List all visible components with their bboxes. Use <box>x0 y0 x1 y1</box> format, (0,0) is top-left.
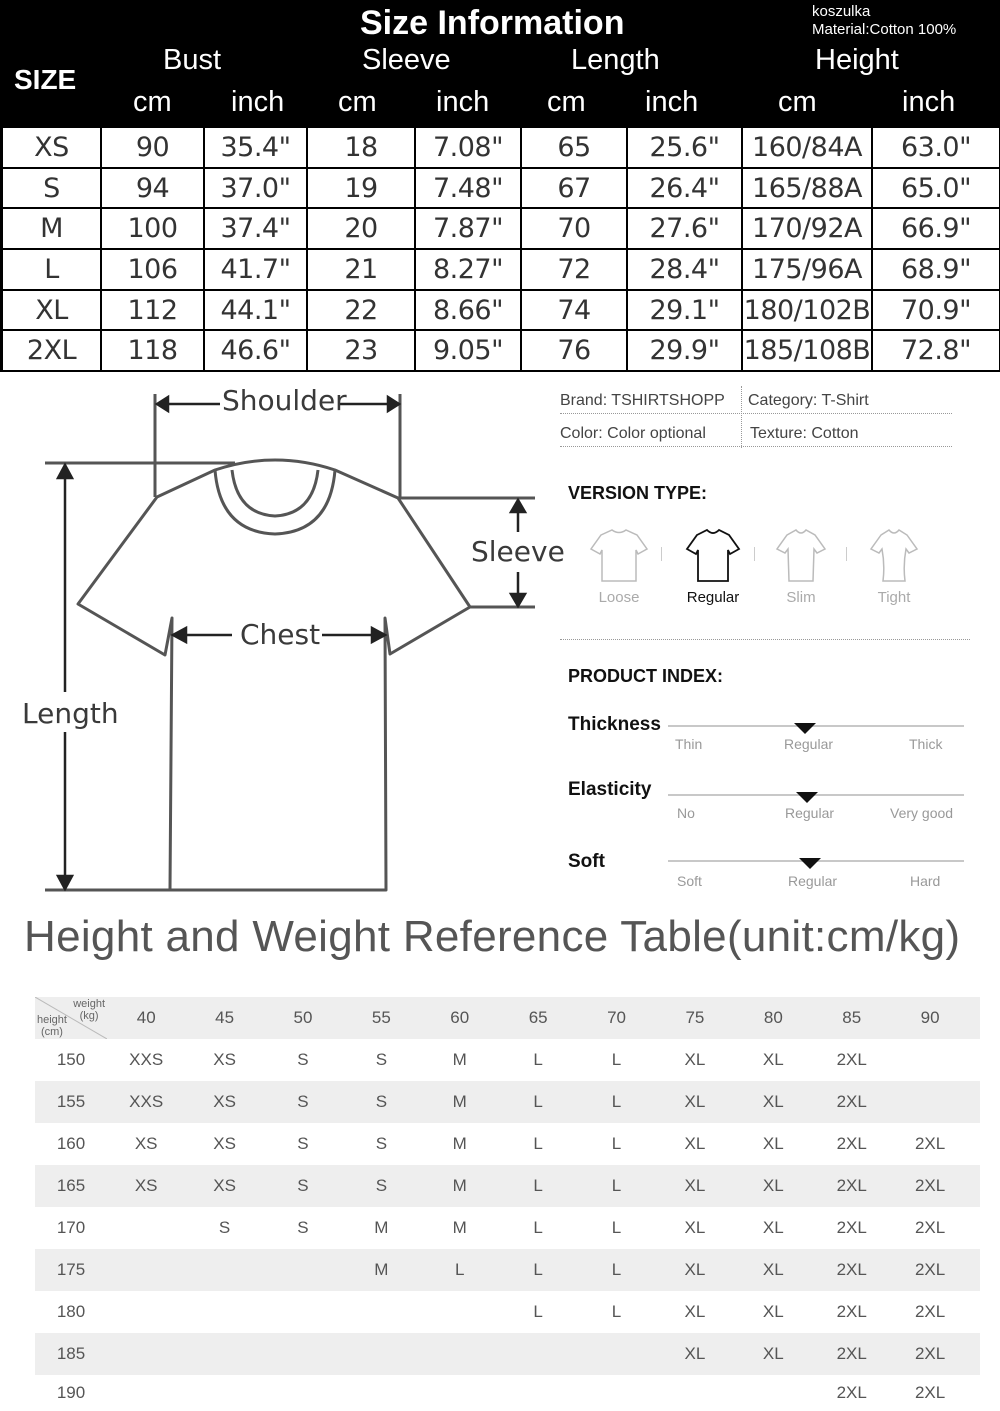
version-tight-label: Tight <box>877 589 911 606</box>
size-value-cell: 29.1" <box>628 291 741 330</box>
size-value-cell: 100 <box>102 209 203 248</box>
size-value-cell: 65.0" <box>873 169 999 208</box>
size-cell: 2XL <box>914 1383 946 1402</box>
size-cell: S <box>375 1092 388 1111</box>
brand-name: koszulka <box>812 3 871 20</box>
size-cell: 2XL <box>836 1176 867 1195</box>
size-value-cell: 63.0" <box>873 128 999 167</box>
size-cell: XS <box>213 1176 236 1195</box>
size-cell: S <box>297 1092 309 1111</box>
tshirt-measurement-diagram <box>0 372 565 900</box>
size-value-cell: 18 <box>308 128 414 167</box>
size-cell: 2XL <box>836 1383 867 1402</box>
size-cell: L <box>611 1092 622 1111</box>
texture-info <box>750 425 859 443</box>
soft-slider <box>668 860 964 862</box>
size-cell: M <box>452 1218 467 1237</box>
brand-info <box>560 392 725 410</box>
material-text: Material:Cotton 100% <box>812 21 957 38</box>
height-cell: 155 <box>56 1092 86 1111</box>
tshirt-regular-icon <box>683 525 743 585</box>
size-value-cell: 37.4" <box>205 209 306 248</box>
size-cell: L <box>533 1176 543 1195</box>
size-cell: S <box>297 1218 309 1237</box>
tshirt-loose-icon <box>589 525 649 585</box>
size-value-cell: 28.4" <box>628 250 741 289</box>
size-cell: S <box>297 1134 309 1153</box>
divider <box>846 547 847 561</box>
size-value-cell: 41.7" <box>205 250 306 289</box>
elasticity-option: No <box>677 805 695 821</box>
weight-header-cell: 60 <box>450 1008 470 1027</box>
elasticity-option: Regular <box>785 805 835 821</box>
size-cell: XL <box>762 1134 784 1153</box>
size-cell: XS <box>134 1134 158 1153</box>
unit-header: cm <box>338 86 377 118</box>
size-value-cell: 165/88A <box>743 169 871 208</box>
size-cell: XL <box>762 1344 784 1363</box>
elasticity-option: Very good <box>890 805 954 821</box>
size-value-cell: 106 <box>102 250 203 289</box>
brand-label: Brand: <box>560 392 608 409</box>
table-row <box>35 1333 980 1375</box>
weight-header-cell: 70 <box>607 1008 626 1027</box>
size-cell: 2XL <box>914 1134 946 1153</box>
size-cell: 2XL <box>836 1260 867 1279</box>
height-cell: 180 <box>56 1302 86 1321</box>
size-cell: L <box>533 1260 543 1279</box>
weight-header-cell: 50 <box>293 1008 313 1027</box>
size-value-cell: 185/108B <box>743 331 871 370</box>
size-cell: 2XL <box>836 1344 867 1363</box>
size-cell: M <box>452 1092 467 1111</box>
size-cell: XL <box>762 1218 784 1237</box>
size-cell: XL <box>762 1176 784 1195</box>
divider <box>754 547 755 561</box>
size-cell: XS <box>213 1134 236 1153</box>
size-value-cell: 46.6" <box>205 331 306 370</box>
size-value-cell: 8.66" <box>416 291 520 330</box>
size-value-cell: 25.6" <box>628 128 741 167</box>
weight-header-cell: 75 <box>685 1008 705 1027</box>
soft-option: Hard <box>910 873 941 889</box>
height-cell: 160 <box>56 1134 86 1153</box>
divider <box>560 639 970 640</box>
thickness-option: Thin <box>675 736 703 752</box>
elasticity-marker-icon <box>796 792 818 803</box>
chest-label: Chest <box>240 618 321 651</box>
length-label: Length <box>22 697 119 730</box>
unit-header: cm <box>778 86 817 118</box>
unit-header: inch <box>645 86 699 118</box>
size-value-cell: 44.1" <box>205 291 306 330</box>
size-cell: M <box>374 1260 389 1279</box>
size-value-cell: 76 <box>522 331 626 370</box>
thickness-option: Thick <box>909 736 943 752</box>
size-value-cell: 175/96A <box>743 250 871 289</box>
size-cell: S <box>218 1218 231 1237</box>
height-weight-title: Height and Weight Reference Table(unit:cm/kg) <box>24 912 961 961</box>
tshirt-slim-icon <box>771 525 831 585</box>
size-cell: 2XL <box>836 1134 867 1153</box>
divider <box>661 547 662 561</box>
weight-header-cell: 45 <box>215 1008 235 1027</box>
size-cell: XXS <box>129 1050 164 1069</box>
version-regular-label: Regular <box>686 589 740 606</box>
weight-axis-label: weight (kg) <box>73 998 105 1022</box>
size-cell: XXS <box>129 1092 164 1111</box>
height-cell: 170 <box>56 1218 86 1237</box>
divider <box>560 446 952 447</box>
color-info <box>560 425 706 443</box>
size-label-cell: XL <box>3 291 100 330</box>
soft-label: Soft <box>568 851 605 872</box>
unit-header: cm <box>547 86 586 118</box>
size-value-cell: 26.4" <box>628 169 741 208</box>
hw-corner-cell <box>35 997 107 1039</box>
size-cell: XL <box>762 1050 784 1069</box>
color-label: Color: <box>560 425 603 442</box>
size-value-cell: 90 <box>102 128 203 167</box>
size-table-title: Size Information <box>360 4 625 42</box>
size-cell: XL <box>684 1092 706 1111</box>
version-loose[interactable] <box>579 525 659 606</box>
size-cell: XS <box>213 1050 236 1069</box>
height-cell: 185 <box>56 1344 86 1363</box>
table-row <box>35 1165 980 1207</box>
size-cell: L <box>533 1302 543 1321</box>
height-cell: 165 <box>56 1176 86 1195</box>
size-cell: S <box>297 1176 309 1195</box>
texture-value: Cotton <box>811 425 859 442</box>
size-cell: L <box>611 1176 622 1195</box>
size-cell: S <box>375 1050 388 1069</box>
size-cell: XL <box>684 1218 706 1237</box>
size-value-cell: 65 <box>522 128 626 167</box>
unit-header: cm <box>133 86 172 118</box>
size-value-cell: 70 <box>522 209 626 248</box>
size-value-cell: 19 <box>308 169 414 208</box>
size-cell: XL <box>762 1092 784 1111</box>
size-value-cell: 7.08" <box>416 128 520 167</box>
shoulder-label: Shoulder <box>222 384 347 417</box>
unit-header: inch <box>231 86 285 118</box>
size-value-cell: 68.9" <box>873 250 999 289</box>
size-cell: XS <box>134 1176 158 1195</box>
weight-header-cells <box>107 1008 969 1028</box>
category-label: Category: <box>748 392 818 409</box>
size-cell: 2XL <box>914 1176 946 1195</box>
table-row <box>35 1375 980 1411</box>
table-row <box>35 1249 980 1291</box>
brand-value: TSHIRTSHOPP <box>611 392 725 409</box>
size-cell: 2XL <box>836 1218 867 1237</box>
table-row <box>35 1291 980 1333</box>
size-label-cell: 2XL <box>3 331 100 370</box>
product-index-title: PRODUCT INDEX: <box>568 666 724 686</box>
size-cell: XS <box>213 1092 236 1111</box>
size-cell: L <box>533 1218 543 1237</box>
size-value-cell: 9.05" <box>416 331 520 370</box>
weight-header-cell: 55 <box>371 1008 391 1027</box>
height-cell: 190 <box>56 1383 86 1402</box>
size-cell: L <box>611 1218 622 1237</box>
size-value-cell: 72 <box>522 250 626 289</box>
soft-option: Regular <box>788 873 838 889</box>
height-cell: 175 <box>56 1260 86 1279</box>
unit-header: inch <box>436 86 490 118</box>
thickness-option: Regular <box>784 736 834 752</box>
weight-header-cell: 90 <box>920 1008 940 1027</box>
soft-marker-icon <box>799 858 821 869</box>
size-value-cell: 67 <box>522 169 626 208</box>
thickness-marker-icon <box>794 723 816 734</box>
size-cell: L <box>611 1050 622 1069</box>
size-label-cell: L <box>3 250 100 289</box>
size-value-cell: 23 <box>308 331 414 370</box>
category-info <box>748 392 869 410</box>
size-value-cell: 21 <box>308 250 414 289</box>
version-tight[interactable] <box>854 525 934 606</box>
size-cell: XL <box>684 1344 706 1363</box>
size-value-cell: 7.87" <box>416 209 520 248</box>
size-table-header <box>0 0 1000 128</box>
texture-label: Texture: <box>750 425 807 442</box>
size-value-cell: 74 <box>522 291 626 330</box>
size-cell: XL <box>684 1134 706 1153</box>
size-value-cell: 66.9" <box>873 209 999 248</box>
size-cell: 2XL <box>914 1218 946 1237</box>
size-value-cell: 118 <box>102 331 203 370</box>
size-cell: 2XL <box>836 1302 867 1321</box>
version-slim[interactable] <box>761 525 841 606</box>
material-note <box>812 3 956 39</box>
group-header-length: Length <box>571 44 660 76</box>
table-row <box>35 1123 980 1165</box>
size-cell: 2XL <box>836 1050 867 1069</box>
size-cell: M <box>374 1218 389 1237</box>
weight-header-cell: 65 <box>528 1008 548 1027</box>
version-slim-label: Slim <box>786 589 816 606</box>
size-cell: XL <box>684 1050 706 1069</box>
unit-header: inch <box>902 86 956 118</box>
size-grid <box>3 128 997 370</box>
table-row <box>35 1207 980 1249</box>
color-value: Color optional <box>607 425 706 442</box>
weight-header-cell: 40 <box>136 1008 156 1027</box>
size-cell: XL <box>684 1176 706 1195</box>
size-value-cell: 72.8" <box>873 331 999 370</box>
size-value-cell: 35.4" <box>205 128 306 167</box>
thickness-slider <box>668 725 964 727</box>
size-cell: XL <box>684 1302 706 1321</box>
size-value-cell: 170/92A <box>743 209 871 248</box>
height-axis-label: height (cm) <box>37 1014 67 1038</box>
sleeve-label: Sleeve <box>471 535 565 568</box>
table-row <box>35 1039 980 1081</box>
size-cell: L <box>533 1050 543 1069</box>
size-value-cell: 7.48" <box>416 169 520 208</box>
size-cell: 2XL <box>836 1092 867 1111</box>
size-value-cell: 94 <box>102 169 203 208</box>
size-cell: XL <box>762 1302 784 1321</box>
size-cell: M <box>452 1134 467 1153</box>
size-cell: L <box>533 1134 543 1153</box>
size-cell: L <box>455 1260 465 1279</box>
size-value-cell: 112 <box>102 291 203 330</box>
size-cell: S <box>297 1050 309 1069</box>
category-value: T-Shirt <box>821 392 869 409</box>
size-column-header: SIZE <box>14 64 77 95</box>
size-cell: L <box>533 1092 543 1111</box>
version-loose-label: Loose <box>598 589 640 606</box>
size-cell: S <box>375 1176 388 1195</box>
soft-option: Soft <box>677 873 702 889</box>
size-cell: 2XL <box>914 1344 946 1363</box>
hw-body <box>35 1039 980 1411</box>
weight-header-cell: 80 <box>763 1008 783 1027</box>
elasticity-slider <box>668 794 964 796</box>
tshirt-tight-icon <box>864 525 924 585</box>
size-label-cell: M <box>3 209 100 248</box>
group-header-bust: Bust <box>163 44 222 76</box>
divider <box>741 386 742 448</box>
elasticity-label: Elasticity <box>568 779 652 800</box>
thickness-label: Thickness <box>568 714 661 735</box>
size-value-cell: 8.27" <box>416 250 520 289</box>
size-cell: 2XL <box>914 1260 946 1279</box>
size-cell: L <box>611 1260 622 1279</box>
size-value-cell: 29.9" <box>628 331 741 370</box>
size-label-cell: S <box>3 169 100 208</box>
weight-header-cell: 85 <box>842 1008 862 1027</box>
size-cell: L <box>611 1302 622 1321</box>
size-cell: L <box>611 1134 622 1153</box>
size-value-cell: 20 <box>308 209 414 248</box>
size-information-table <box>0 0 1000 372</box>
divider <box>560 413 952 414</box>
group-header-sleeve: Sleeve <box>362 44 451 76</box>
hw-header-row <box>35 997 980 1039</box>
size-label-cell: XS <box>3 128 100 167</box>
version-type-title: VERSION TYPE: <box>568 483 708 503</box>
size-cell: XL <box>762 1260 784 1279</box>
size-cell: S <box>375 1134 388 1153</box>
size-value-cell: 27.6" <box>628 209 741 248</box>
size-value-cell: 37.0" <box>205 169 306 208</box>
size-cell: M <box>452 1176 467 1195</box>
table-row <box>35 1081 980 1123</box>
group-header-height: Height <box>815 44 899 76</box>
height-weight-table <box>35 997 980 1411</box>
size-value-cell: 160/84A <box>743 128 871 167</box>
product-info-panel <box>555 372 1000 900</box>
size-value-cell: 70.9" <box>873 291 999 330</box>
height-cell: 150 <box>56 1050 86 1069</box>
size-cell: M <box>452 1050 467 1069</box>
size-cell: XL <box>684 1260 706 1279</box>
version-regular[interactable] <box>673 525 753 606</box>
size-value-cell: 180/102B <box>743 291 871 330</box>
size-value-cell: 22 <box>308 291 414 330</box>
size-cell: 2XL <box>914 1302 946 1321</box>
